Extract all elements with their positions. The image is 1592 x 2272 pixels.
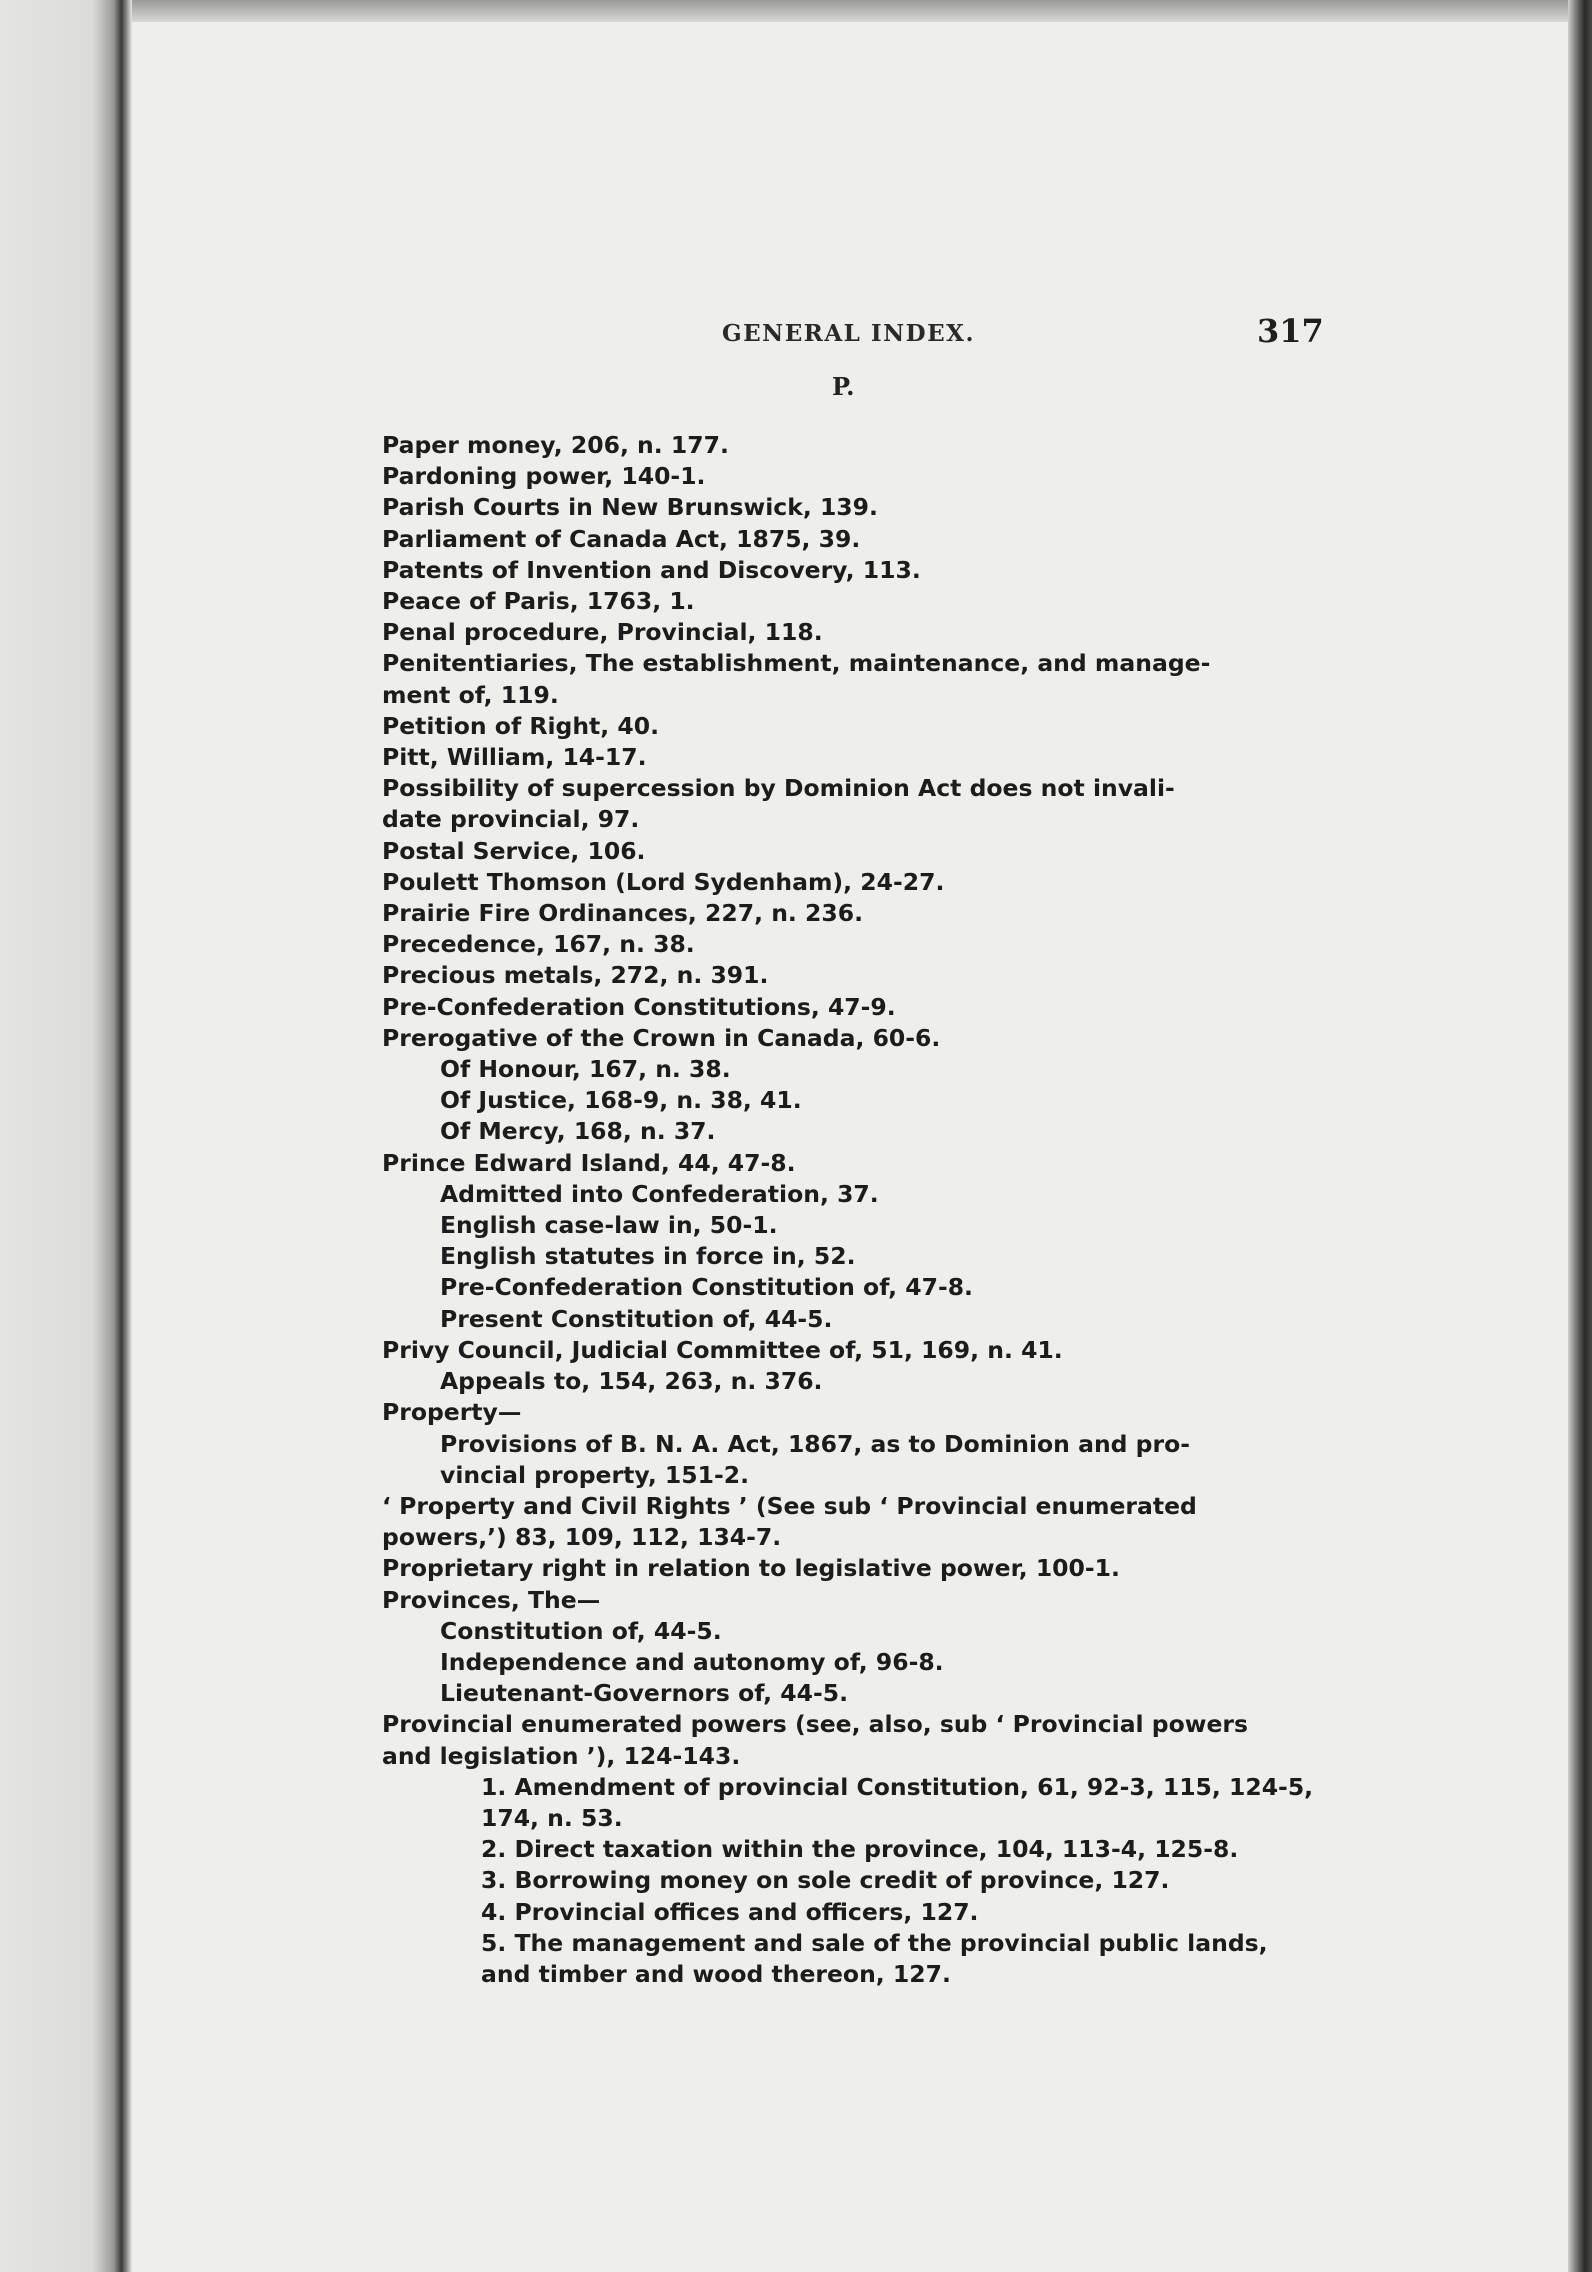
index-entry-continuation: 174, n. 53.	[481, 1803, 623, 1832]
index-entry-line: Present Constitution of, 44-5.	[440, 1304, 833, 1333]
index-entry-line: Pitt, William, 14-17.	[382, 743, 647, 772]
index-entry-line: 2. Direct taxation within the province, 104, 113-4, 125-8.	[481, 1835, 1239, 1864]
index-entry-line: Pardoning power, 140-1.	[382, 462, 706, 491]
index-entry	[382, 836, 1332, 867]
index-entry-line: Independence and autonomy of, 96-8.	[440, 1647, 944, 1676]
index-entry-line: Patents of Invention and Discovery, 113.	[382, 555, 921, 584]
index-entry-line: Precedence, 167, n. 38.	[382, 930, 695, 959]
page-number: 317	[1257, 312, 1324, 350]
index-entry	[382, 742, 1332, 773]
index-entry-line: Pre-Confederation Constitutions, 47-9.	[382, 992, 896, 1021]
index-entry	[382, 867, 1332, 898]
index-entry	[382, 1834, 1332, 1865]
index-entry-line: Prairie Fire Ordinances, 227, n. 236.	[382, 899, 864, 928]
index-entry	[382, 1553, 1332, 1584]
index-entry-continuation: and timber and wood thereon, 127.	[481, 1959, 951, 1988]
index-entry-line: Provisions of B. N. A. Act, 1867, as to Dominion and pro-	[440, 1429, 1190, 1458]
index-entry-line: 1. Amendment of provincial Constitution, 61, 92-3, 115, 124-5,	[481, 1772, 1314, 1801]
index-entry-line: Appeals to, 154, 263, n. 376.	[440, 1367, 823, 1396]
index-entry	[382, 929, 1332, 960]
index-entry-line: 3. Borrowing money on sole credit of province, 127.	[481, 1866, 1170, 1895]
index-page	[132, 22, 1568, 2272]
index-entry-line: Property—	[382, 1398, 522, 1427]
index-entry	[382, 524, 1332, 555]
index-entry	[382, 1429, 1332, 1491]
index-entry-line: English statutes in force in, 52.	[440, 1242, 856, 1271]
index-entry	[382, 430, 1332, 461]
index-entry	[382, 1865, 1332, 1896]
index-entry	[382, 1585, 1332, 1616]
index-entry-line: Of Justice, 168-9, n. 38, 41.	[440, 1086, 802, 1115]
index-entry	[382, 1491, 1332, 1553]
index-entry-line: English case-law in, 50-1.	[440, 1211, 778, 1240]
index-entry	[382, 492, 1332, 523]
index-entry	[382, 711, 1332, 742]
index-entry	[382, 960, 1332, 991]
index-entry-continuation: ment of, 119.	[382, 680, 559, 709]
running-head	[132, 312, 1568, 362]
index-entry-line: Provincial enumerated powers (see, also, sub ‘ Provincial powers	[382, 1710, 1248, 1739]
index-entry	[382, 1335, 1332, 1366]
index-entry-line: Peace of Paris, 1763, 1.	[382, 587, 695, 616]
index-entry-line: Of Honour, 167, n. 38.	[440, 1055, 731, 1084]
index-entry-line: Penal procedure, Provincial, 118.	[382, 618, 823, 647]
index-entry-line: Penitentiaries, The establishment, maintenance, and manage-	[382, 649, 1211, 678]
index-entry-line: Lieutenant-Governors of, 44-5.	[440, 1679, 849, 1708]
index-entry-line: Poulett Thomson (Lord Sydenham), 24-27.	[382, 867, 945, 896]
index-entry	[382, 461, 1332, 492]
index-entry-line: Prerogative of the Crown in Canada, 60-6.	[382, 1023, 941, 1052]
index-entry	[382, 992, 1332, 1023]
section-letter: P.	[832, 372, 855, 401]
index-entry	[382, 1772, 1332, 1834]
index-entry-continuation: and legislation ’), 124-143.	[382, 1741, 741, 1770]
index-entry	[382, 898, 1332, 929]
index-entries	[382, 430, 1332, 1990]
index-entry	[382, 617, 1332, 648]
index-entry-line: Petition of Right, 40.	[382, 711, 660, 740]
index-entry-line: Proprietary right in relation to legislative power, 100-1.	[382, 1554, 1120, 1583]
index-entry	[382, 1272, 1332, 1303]
index-entry	[382, 1241, 1332, 1272]
index-entry-continuation: date provincial, 97.	[382, 805, 640, 834]
index-entry	[382, 1210, 1332, 1241]
index-entry-line: Admitted into Confederation, 37.	[440, 1179, 879, 1208]
index-entry	[382, 1928, 1332, 1990]
index-entry-line: ‘ Property and Civil Rights ’ (See sub ‘ Provincial enumerated	[382, 1491, 1197, 1520]
index-entry-line: 4. Provincial offices and officers, 127.	[481, 1897, 979, 1926]
index-entry-line: Precious metals, 272, n. 391.	[382, 961, 769, 990]
index-entry-line: Paper money, 206, n. 177.	[382, 431, 729, 459]
book-binding-edge	[0, 0, 132, 2272]
index-entry-line: Constitution of, 44-5.	[440, 1616, 722, 1645]
index-entry	[382, 1179, 1332, 1210]
index-entry-line: 5. The management and sale of the provincial public lands,	[481, 1928, 1268, 1957]
running-title: GENERAL INDEX.	[722, 320, 975, 347]
index-entry-line: Possibility of supercession by Dominion Act does not invali-	[382, 774, 1175, 803]
index-entry	[382, 1678, 1332, 1709]
index-entry	[382, 1023, 1332, 1054]
index-entry	[382, 555, 1332, 586]
index-entry	[382, 1085, 1332, 1116]
index-entry-continuation: vincial property, 151-2.	[440, 1460, 750, 1489]
index-entry-line: Privy Council, Judicial Committee of, 51, 169, n. 41.	[382, 1335, 1063, 1364]
index-entry	[382, 1397, 1332, 1428]
index-entry	[382, 586, 1332, 617]
page-top-edge	[132, 0, 1568, 22]
index-entry	[382, 1304, 1332, 1335]
index-entry-line: Provinces, The—	[382, 1585, 601, 1614]
index-entry	[382, 773, 1332, 835]
index-entry-line: Of Mercy, 168, n. 37.	[440, 1117, 716, 1146]
index-entry	[382, 1647, 1332, 1678]
index-entry	[382, 1116, 1332, 1147]
index-entry-line: Pre-Confederation Constitution of, 47-8.	[440, 1273, 973, 1302]
index-entry	[382, 1148, 1332, 1179]
index-entry	[382, 1897, 1332, 1928]
page-right-edge	[1568, 0, 1592, 2272]
index-entry	[382, 1366, 1332, 1397]
index-entry-continuation: powers,’) 83, 109, 112, 134-7.	[382, 1523, 782, 1552]
index-entry-line: Parish Courts in New Brunswick, 139.	[382, 493, 878, 522]
index-entry	[382, 1616, 1332, 1647]
index-entry	[382, 1709, 1332, 1771]
index-entry	[382, 1054, 1332, 1085]
index-entry	[382, 648, 1332, 710]
index-entry-line: Prince Edward Island, 44, 47-8.	[382, 1148, 796, 1177]
index-entry-line: Postal Service, 106.	[382, 836, 646, 865]
index-entry-line: Parliament of Canada Act, 1875, 39.	[382, 524, 861, 553]
